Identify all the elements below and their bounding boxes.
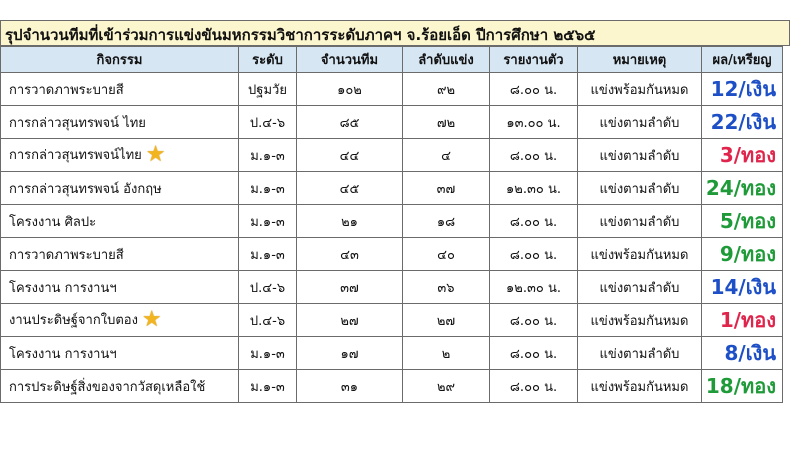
cell-note: แข่งตามลำดับ: [578, 271, 702, 304]
header-report: รายงานตัว: [490, 47, 578, 73]
page-title: รุปจำนวนทีมที่เข้าร่วมการแข่งขันมหกรรมวิชาการระดับภาคฯ จ.ร้อยเอ็ด ปีการศึกษา ๒๕๖๕: [5, 26, 596, 44]
cell-note: แข่งตามลำดับ: [578, 172, 702, 205]
cell-level: ป.๔-๖: [239, 106, 297, 139]
cell-note: แข่งพร้อมกันหมด: [578, 73, 702, 106]
cell-teams: ๓๑: [297, 370, 403, 403]
cell-report: ๑๓.๐๐ น.: [490, 106, 578, 139]
table-row: [1, 271, 783, 304]
cell-level: ปฐมวัย: [239, 73, 297, 106]
table-row: [1, 337, 783, 370]
activity-label: การกล่าวสุนทรพจน์ไทย: [9, 147, 142, 163]
activity-label: การกล่าวสุนทรพจน์ อังกฤษ: [9, 181, 162, 197]
table-row: [1, 205, 783, 238]
cell-activity: [1, 205, 239, 238]
cell-activity: [1, 172, 239, 205]
cell-activity: [1, 238, 239, 271]
star-icon: ★: [145, 142, 166, 168]
cell-order: ๔: [403, 139, 490, 172]
table-row: [1, 73, 783, 106]
activity-label: การวาดภาพระบายสี: [9, 247, 124, 263]
cell-level: ป.๔-๖: [239, 304, 297, 337]
cell-order: ๔๐: [403, 238, 490, 271]
cell-activity: [1, 139, 239, 172]
cell-order: ๒๗: [403, 304, 490, 337]
cell-result: 24/ทอง: [702, 172, 783, 205]
activity-label: โครงงาน การงานฯ: [9, 346, 117, 362]
cell-activity: [1, 271, 239, 304]
cell-report: ๘.๐๐ น.: [490, 304, 578, 337]
cell-level: ม.๑-๓: [239, 238, 297, 271]
cell-report: ๘.๐๐ น.: [490, 205, 578, 238]
table-row: [1, 172, 783, 205]
cell-note: แข่งพร้อมกันหมด: [578, 370, 702, 403]
cell-result: 18/ทอง: [702, 370, 783, 403]
cell-order: ๓๗: [403, 172, 490, 205]
activity-label: การกล่าวสุนทรพจน์ ไทย: [9, 115, 146, 131]
cell-activity: [1, 73, 239, 106]
cell-note: แข่งตามลำดับ: [578, 337, 702, 370]
cell-teams: ๓๗: [297, 271, 403, 304]
cell-level: ม.๑-๓: [239, 337, 297, 370]
cell-note: แข่งตามลำดับ: [578, 106, 702, 139]
cell-report: ๘.๐๐ น.: [490, 73, 578, 106]
cell-teams: ๔๕: [297, 172, 403, 205]
cell-result: 1/ทอง: [702, 304, 783, 337]
header-level: ระดับ: [239, 47, 297, 73]
cell-result: 9/ทอง: [702, 238, 783, 271]
header-result: ผล/เหรียญ: [702, 47, 783, 73]
activity-label: การวาดภาพระบายสี: [9, 82, 124, 98]
star-icon: ★: [141, 307, 162, 333]
cell-note: แข่งพร้อมกันหมด: [578, 304, 702, 337]
activity-label: โครงงาน ศิลปะ: [9, 214, 97, 230]
cell-report: ๑๒.๓๐ น.: [490, 172, 578, 205]
table-row: [1, 139, 783, 172]
cell-report: ๘.๐๐ น.: [490, 370, 578, 403]
results-table: [0, 46, 783, 403]
cell-activity: [1, 337, 239, 370]
cell-result: 5/ทอง: [702, 205, 783, 238]
header-activity: กิจกรรม: [1, 47, 239, 73]
cell-activity: [1, 304, 239, 337]
table-row: [1, 238, 783, 271]
cell-level: ม.๑-๓: [239, 139, 297, 172]
cell-order: ๓๖: [403, 271, 490, 304]
cell-teams: ๔๓: [297, 238, 403, 271]
activity-label: โครงงาน การงานฯ: [9, 280, 117, 296]
cell-order: ๗๒: [403, 106, 490, 139]
table-header-row: [1, 47, 783, 73]
cell-result: 3/ทอง: [702, 139, 783, 172]
cell-activity: [1, 106, 239, 139]
cell-report: ๘.๐๐ น.: [490, 139, 578, 172]
cell-order: ๒: [403, 337, 490, 370]
table-row: [1, 370, 783, 403]
header-note: หมายเหตุ: [578, 47, 702, 73]
cell-order: ๒๙: [403, 370, 490, 403]
cell-activity: [1, 370, 239, 403]
cell-teams: ๒๑: [297, 205, 403, 238]
cell-note: แข่งพร้อมกันหมด: [578, 238, 702, 271]
cell-teams: ๑๗: [297, 337, 403, 370]
cell-result: 12/เงิน: [702, 73, 783, 106]
cell-teams: ๘๕: [297, 106, 403, 139]
cell-result: 14/เงิน: [702, 271, 783, 304]
cell-result: 22/เงิน: [702, 106, 783, 139]
cell-note: แข่งตามลำดับ: [578, 139, 702, 172]
table-row: [1, 304, 783, 337]
activity-label: การประดิษฐ์สิ่งของจากวัสดุเหลือใช้: [9, 379, 206, 395]
title-bar: [0, 20, 790, 46]
header-order: ลำดับแข่ง: [403, 47, 490, 73]
cell-report: ๘.๐๐ น.: [490, 337, 578, 370]
cell-teams: ๑๐๒: [297, 73, 403, 106]
cell-order: ๙๒: [403, 73, 490, 106]
activity-label: งานประดิษฐ์จากใบตอง: [9, 312, 138, 328]
cell-teams: ๔๔: [297, 139, 403, 172]
header-teams: จำนวนทีม: [297, 47, 403, 73]
cell-teams: ๒๗: [297, 304, 403, 337]
table-row: [1, 106, 783, 139]
cell-level: ม.๑-๓: [239, 370, 297, 403]
cell-note: แข่งตามลำดับ: [578, 205, 702, 238]
cell-level: ม.๑-๓: [239, 172, 297, 205]
cell-result: 8/เงิน: [702, 337, 783, 370]
cell-level: ม.๑-๓: [239, 205, 297, 238]
cell-level: ป.๔-๖: [239, 271, 297, 304]
cell-order: ๑๘: [403, 205, 490, 238]
cell-report: ๑๒.๓๐ น.: [490, 271, 578, 304]
cell-report: ๘.๐๐ น.: [490, 238, 578, 271]
